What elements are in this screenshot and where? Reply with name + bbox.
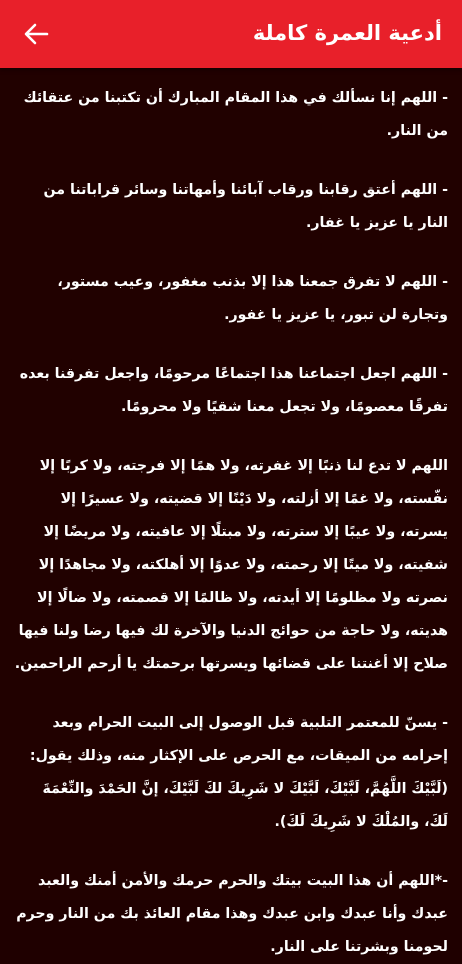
dua-paragraph: - اللهم لا تفرق جمعنا هذا إلا بذنب مغفور، وعيب مستور، وتجارة لن تبور، يا عزيز يا غفور. xyxy=(57,274,448,323)
page-title: أدعية العمرة كاملة xyxy=(252,21,442,45)
app-bar xyxy=(0,0,462,68)
dua-paragraph: -*اللهم أن هذا البيت بيتك والحرم حرمك والأمن أمنك والعبد عبدك وأنا عبدك وابن عبدك وهذا مقام العائذ بك من النار وحرم لحومنا وبشرتنا على النار. xyxy=(16,873,448,955)
back-button[interactable] xyxy=(18,17,54,51)
dua-paragraph: - اللهم اجعل اجتماعنا هذا اجتماعًا مرحومًا، واجعل تفرقنا بعده تفرقًا معصومًا، ولا تجعل معنا شقيًا ولا محرومًا. xyxy=(19,366,448,415)
dua-paragraph: - اللهم إنا نسألك في هذا المقام المبارك أن تكتبنا من عتقائك من النار. xyxy=(23,90,448,139)
duas-text xyxy=(0,68,462,964)
dua-paragraph: اللهم لا تدع لنا ذنبًا إلا غفرته، ولا همًا إلا فرجته، ولا كربًا إلا نفّسته، ولا غمًا إلا أزلته، ولا دَيْنًا إلا قضيته، ولا عسيرًا إلا يسرته، ولا عيبًا إلا سترته، ولا مبتلًا إلا عافيته، ولا مريضًا إلا شفيته، ولا ميتًا إلا رحمته، ولا عدوًا إلا أهلكته، ولا مجاهدًا إلا نصرته ولا مظلومًا إلا أيدته، ولا ظالمًا إلا قصمته، ولا ضالًا إلا هديته، ولا حاجة من حوائج الدنيا والآخرة لك فيها رضا ولنا فيها صلاح إلا أغنتنا على قضائها ويسرتها برحمتك يا أرحم الراحمين. xyxy=(14,458,448,672)
dua-paragraph: - اللهم أعتق رقابنا ورقاب آبائنا وأمهاتنا وسائر قراباتنا من النار يا عزيز يا غفار. xyxy=(43,182,448,231)
arrow-left-icon xyxy=(23,22,49,46)
content-scroll-area[interactable] xyxy=(0,68,462,955)
dua-paragraph: - يسنّ للمعتمر التلبية قبل الوصول إلى البيت الحرام وبعد إحرامه من الميقات، مع الحرص على الإكثار منه، وذلك يقول: (لَبَّيْكَ اللَّهُمَّ، لَبَّيْكَ، لَبَّيْكَ لا شَرِيكَ لكَ لَبَّيْكَ، إنَّ الحَمْدَ والنِّعْمَةَ لَكَ، والمُلْكَ لا شَرِيكَ لَكَ). xyxy=(29,715,448,830)
